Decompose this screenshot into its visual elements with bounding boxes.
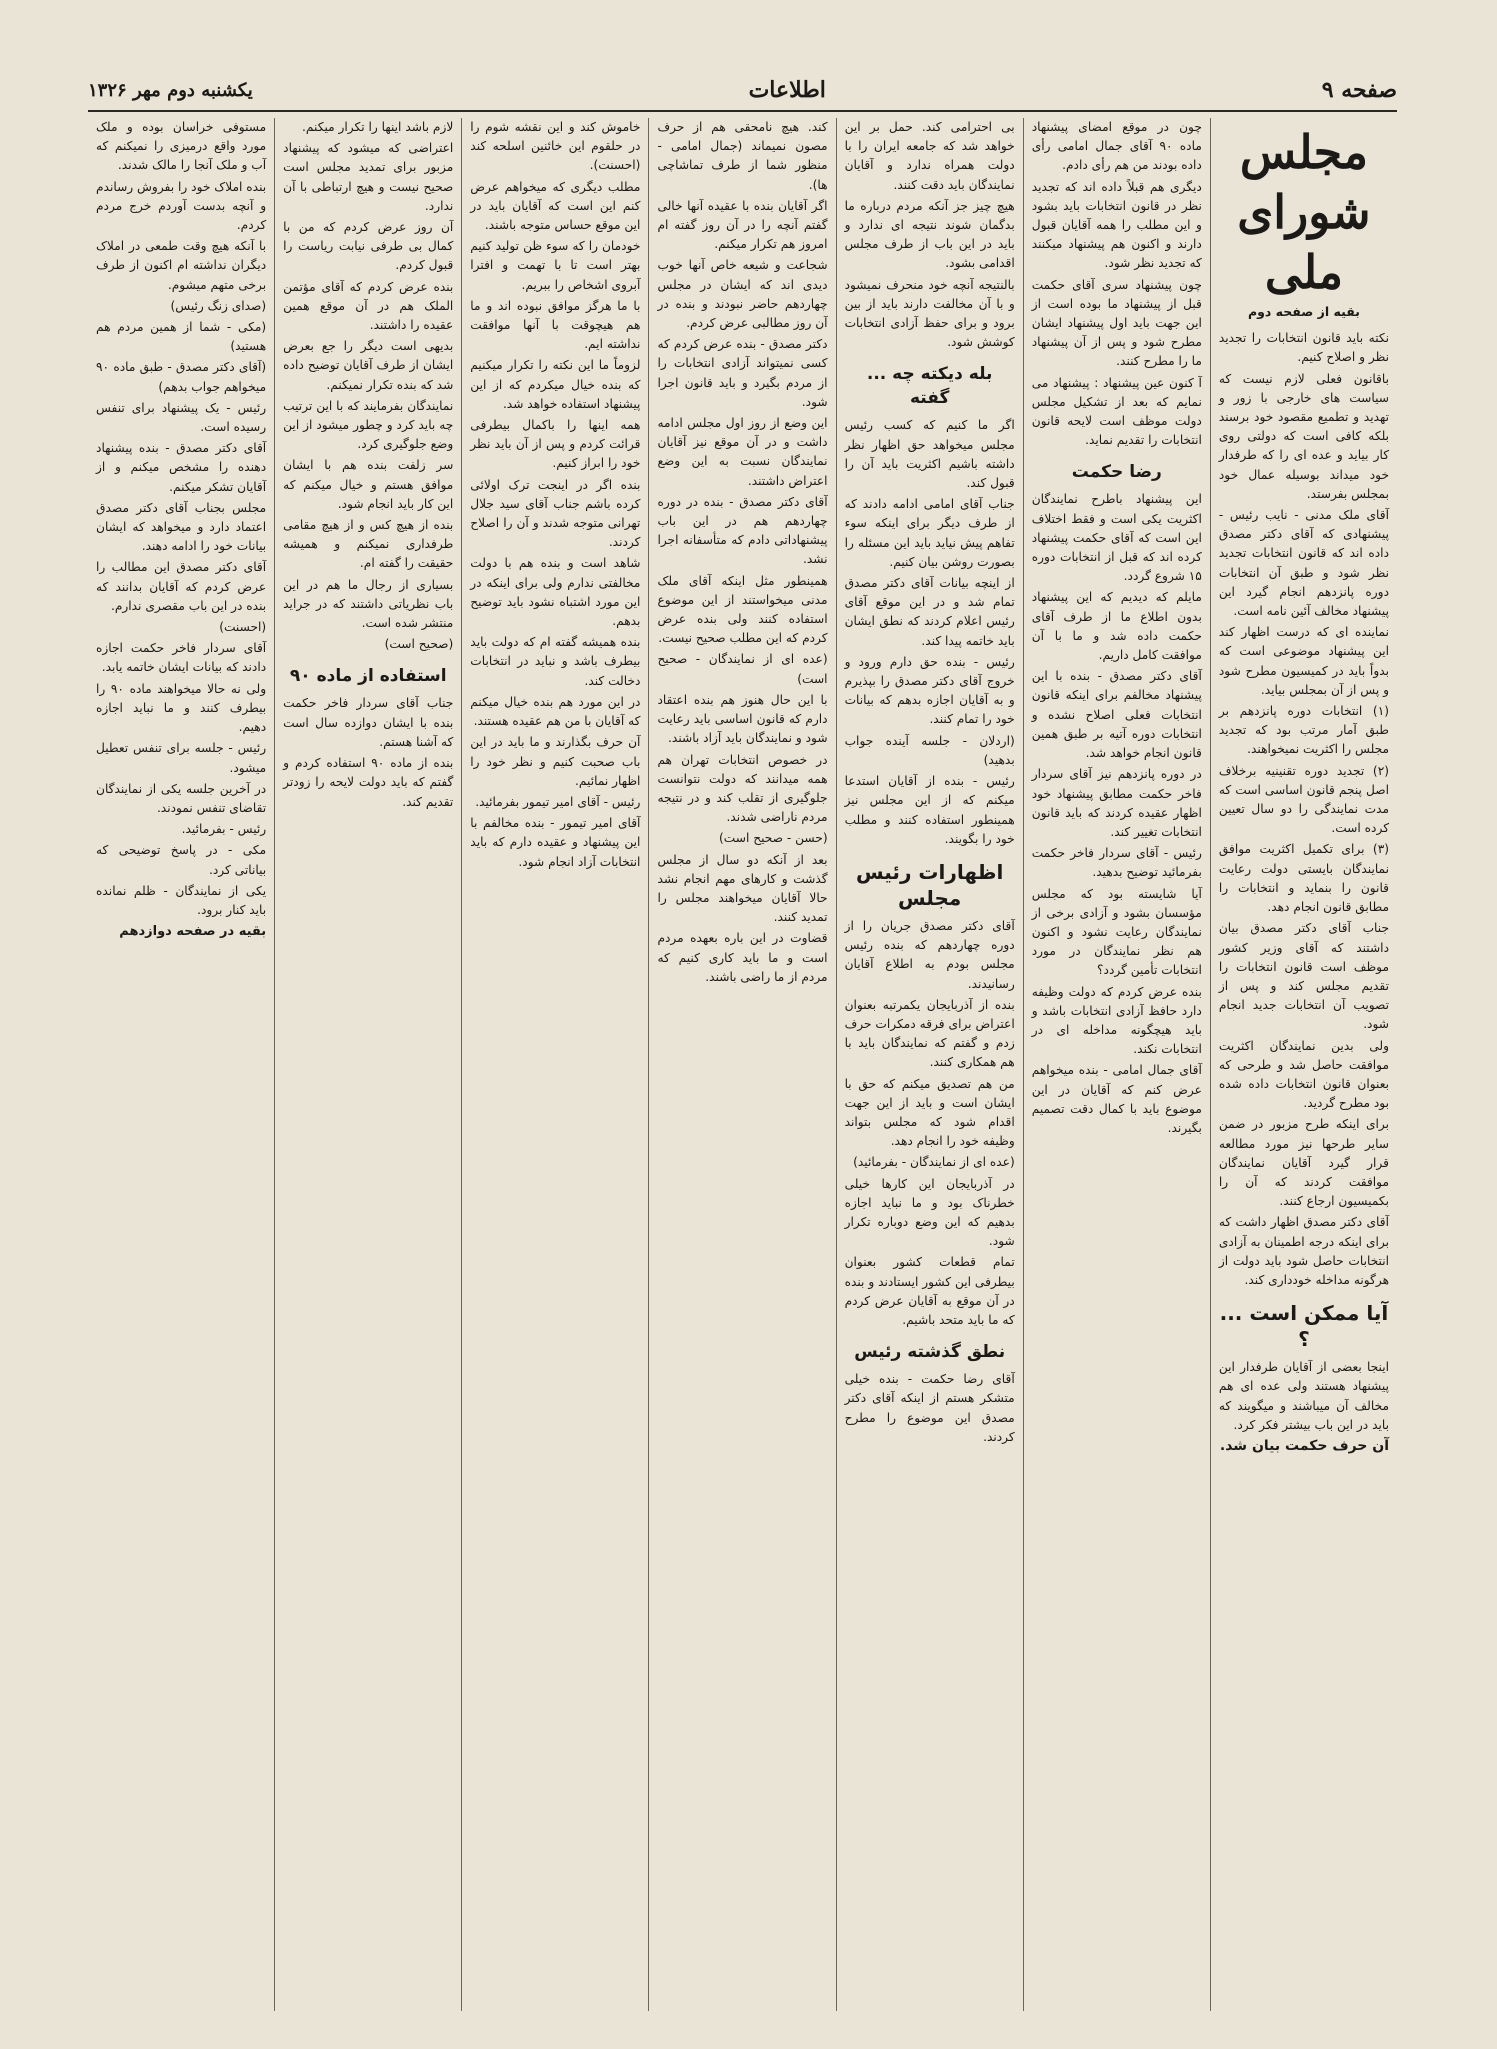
section-heading: بله دیکته چه ... گفته bbox=[866, 364, 993, 409]
column-2 bbox=[1023, 118, 1210, 2011]
paragraph: نمایندگان بفرمایند که با این ترتیب چه باید کرد و چطور میشود از این وضع جلوگیری کرد. bbox=[283, 398, 454, 452]
article-title-block bbox=[1219, 122, 1389, 321]
paragraph: خاموش کند و این نقشه شوم را در حلقوم این خائنین اسلحه کند (احسنت). bbox=[470, 120, 641, 173]
paragraph: از اینچه بیانات آقای دکتر مصدق تمام شد و در این موقع آقای رئیس اعلام کردند که نطق ایشان باید خاتمه پیدا کند. bbox=[844, 576, 1015, 648]
paragraph: همه اینها را باکمال بیطرفی قرائت کردم و پس از آن باید نظر خود را ابراز کنیم. bbox=[470, 418, 641, 471]
paragraph: آقای سردار فاخر حکمت اجازه دادند که بیانات ایشان خاتمه یابد. bbox=[96, 641, 267, 675]
paragraph: این وضع از روز اول مجلس ادامه داشت و در آن موقع نیز آقایان نمایندگان نسبت به این وضع اعتراض داشتند. bbox=[657, 416, 828, 488]
paragraph: اگر ما کنیم که کسب رئیس مجلس میخواهد حق اظهار نظر داشته باشیم اکثریت باید آن را قبول کند. bbox=[844, 418, 1015, 491]
paragraph: (آقای دکتر مصدق - طبق ماده ۹۰ میخواهم جواب بدهم) bbox=[96, 360, 267, 394]
paragraph-bold: آن حرف حکمت بیان شد. bbox=[1219, 1437, 1389, 1454]
paragraph: آقای رضا حکمت - بنده خیلی متشکر هستم از اینکه آقای دکتر مصدق این موضوع را مطرح کردند. bbox=[844, 1372, 1015, 1444]
paragraph: آ کنون عین پیشنهاد : پیشنهاد می نمایم که بعد از تشکیل مجلس دولت موظف است لایحه قانون انتخابات را تقدیم نماید. bbox=[1031, 375, 1202, 448]
column-5 bbox=[461, 118, 648, 2011]
column-4 bbox=[648, 118, 835, 2011]
paragraph: چون پیشنهاد سری آقای حکمت قبل از پیشنهاد ما بوده است از این جهت باید اول پیشنهاد ایشان مطرح شود و پس از آن پیشنهاد ما را مطرح کنند. bbox=[1031, 277, 1202, 369]
paragraph: (اردلان - جلسه آینده جواب بدهید) bbox=[844, 733, 1015, 767]
paragraph: اعتراضی که میشود که پیشنهاد مزبور برای تمدید مجلس است صحیح نیست و هیچ ارتباطی با آن ندارد. bbox=[283, 141, 454, 213]
paragraph: با این حال هنوز هم بنده اعتقاد دارم که قانون اساسی باید رعایت شود و نمایندگان باید آزاد باشند. bbox=[657, 692, 828, 746]
paragraph: یکی از نمایندگان - ظلم نمانده باید کنار برود. bbox=[96, 883, 267, 917]
paragraph: بنده از هیچ کس و از هیچ مقامی طرفداری نمیکنم و همیشه حقیقت را گفته ام. bbox=[283, 518, 454, 571]
column-3 bbox=[836, 118, 1023, 2011]
paragraph: بنده از ماده ۹۰ استفاده کردم و گفتم که باید دولت لایحه را زودتر تقدیم کند. bbox=[283, 756, 454, 809]
paragraph: لزوماً ما این نکته را تکرار میکنیم که بنده خیال میکردم که از این پیشنهاد استفاده خواهد شد. bbox=[470, 358, 641, 411]
paragraph: آقای دکتر مصدق - بنده با این پیشنهاد مخالفم برای اینکه قانون انتخابات فعلی اصلاح نشده و انتخابات دوره آتیه بر طبق همین قانون انجام خواهد شد. bbox=[1031, 669, 1202, 761]
paragraph: جناب آقای امامی ادامه دادند که از طرف دیگر برای اینکه سوء تفاهم پیش نیاید باید این مسئله را بصورت روشن بیان کنیم. bbox=[844, 497, 1015, 569]
paragraph: جناب آقای سردار فاخر حکمت بنده با ایشان دوازده سال است که آشنا هستم. bbox=[283, 696, 454, 749]
paragraph: سر زلفت بنده هم با ایشان موافق هستم و خیال میکنم که این کار باید انجام شود. bbox=[283, 458, 454, 511]
paragraph: تمام قطعات کشور بعنوان بیطرفی این کشور ایستادند و بنده در آن موقع به آقایان عرض کردم که ما باید متحد باشیم. bbox=[844, 1255, 1015, 1327]
paragraph: این پیشنهاد باطرح نمایندگان اکثریت یکی است و فقط اختلاف این است که آقای حکمت پیشنهاد کرده اند که قبل از انتخابات دوره ۱۵ شروع گردد. bbox=[1031, 492, 1202, 584]
paragraph: بالنتیجه آنچه خود منحرف نمیشود و با آن مخالفت دارند باید از بین برود و برای حفظ آزادی انتخابات کوشش شود. bbox=[844, 277, 1015, 350]
paragraph: آیا شایسته بود که مجلس مؤسسان بشود و آزادی برخی از نمایندگان رعایت نشود و اکنون هم نظر نمایندگان در مورد انتخابات تأمین گردد؟ bbox=[1031, 886, 1202, 978]
column-1 bbox=[1210, 118, 1397, 2011]
paragraph: کند. هیچ نامحقی هم از حرف مصون نمیماند (جمال امامی - منظور شما از طرف تماشاچی ها). bbox=[657, 120, 828, 192]
paragraph: رئیس - بنده حق دارم ورود و خروج آقای دکتر مصدق را بپذیرم و به آقایان اجازه بدهم که بیانات خود را تمام کنند. bbox=[844, 654, 1015, 727]
paragraph: اگر آقایان بنده با عقیده آنها خالی گفتم آنچه را در آن روز گفته ام امروز هم تکرار میکنم. bbox=[657, 198, 828, 252]
paragraph: قضاوت در این باره بعهده مردم است و ما باید کاری کنیم که مردم از ما راضی باشند. bbox=[657, 931, 828, 984]
paragraph: با ما هرگز موافق نبوده اند و ما هم هیچوقت با آنها موافقت نداشته ایم. bbox=[470, 298, 641, 352]
paragraph: (صحیح است) bbox=[384, 637, 454, 652]
paragraph: بنده اگر در اینجت ترک اولائی کرده باشم جناب آقای سید جلال تهرانی متوجه شدند و آن را اصلاح کردند. bbox=[470, 477, 641, 550]
paragraph: با آنکه هیچ وقت طمعی در املاک دیگران نداشته ام اکنون از طرف برخی متهم میشوم. bbox=[96, 239, 267, 292]
newspaper-name: اطلاعات bbox=[748, 77, 826, 103]
paragraph: ولی نه حالا میخواهند ماده ۹۰ را بیطرف کنند و ما نباید اجازه دهیم. bbox=[96, 681, 267, 735]
paragraph: برای اینکه طرح مزبور در ضمن سایر طرحها نیز مورد مطالعه قرار گیرد آقایان نمایندگان موافقت کردند که آن را بکمیسیون ارجاع کنند. bbox=[1218, 1117, 1389, 1209]
paragraph: جناب آقای دکتر مصدق بیان داشتند که آقای وزیر کشور موظف است قانون انتخابات را تقدیم مجلس کند و پس از تصویب آن انتخابات جدید انجام شود. bbox=[1218, 921, 1389, 1032]
paragraph: (حسن - صحیح است) bbox=[719, 831, 828, 846]
article-title: مجلس شورای ملی bbox=[1237, 125, 1371, 299]
paragraph: دکتر مصدق - بنده عرض کردم که کسی نمیتواند آزادی انتخابات را از مردم بگیرد و باید قانون اجرا شود. bbox=[657, 337, 828, 409]
paragraph: آقای دکتر مصدق - بنده در دوره چهاردهم هم در این باب پیشنهاداتی دادم که متأسفانه اجرا نشد. bbox=[657, 494, 828, 567]
paragraph: آقای دکتر مصدق - بنده پیشنهاد دهنده را مشخص میکنم و از آقایان تشکر میکنم. bbox=[96, 441, 267, 494]
page-number: صفحه ۹ bbox=[1321, 77, 1397, 103]
paragraph: مایلم که دیدیم که این پیشنهاد بدون اطلاع ما از طرف آقای حکمت داده شد و ما با آن موافقت کامل داریم. bbox=[1031, 590, 1202, 663]
paragraph: بدیهی است دیگر را جع بعرض ایشان از طرف آقایان توضیح داده شد که بنده تکرار نمیکنم. bbox=[283, 339, 454, 392]
paragraph: رئیس - یک پیشنهاد برای تنفس رسیده است. bbox=[96, 400, 267, 435]
issue-date: یکشنبه دوم مهر ۱۳۲۶ bbox=[88, 79, 253, 101]
paragraph: نکته باید قانون انتخابات را تجدید نظر و اصلاح کنیم. bbox=[1218, 331, 1389, 365]
paragraph: آقای دکتر مصدق جریان را از دوره چهاردهم که بنده رئیس مجلس بودم به اطلاع آقایان رسانیدند. bbox=[844, 918, 1015, 991]
paragraph: آقای جمال امامی - بنده میخواهم عرض کنم که آقایان در این موضوع باید با کمال دقت تصمیم بگیرند. bbox=[1031, 1063, 1202, 1135]
paragraph: آقای دکتر مصدق اظهار داشت که برای اینکه درجه اطمینان به آزادی انتخابات حاصل شود باید دولت از هرگونه مداخله خودداری کند. bbox=[1218, 1215, 1389, 1287]
paragraph: بنده عرض کردم که دولت وظیفه دارد حافظ آزادی انتخابات باشد و باید هیچگونه مداخله ای در انتخابات نکند. bbox=[1031, 984, 1202, 1057]
paragraph: رئیس - بنده از آقایان استدعا میکنم که از این مجلس نیز همینطور استفاده کنند و مطلب خود را بگویند. bbox=[844, 774, 1015, 846]
paragraph: بنده عرض کردم که آقای مؤتمن الملک هم در آن موقع همین عقیده را داشتند. bbox=[283, 279, 454, 333]
paragraph: (صدای زنگ رئیس) bbox=[170, 298, 267, 313]
paragraph: رئیس - آقای سردار فاخر حکمت بفرمائید توضیح بدهید. bbox=[1031, 846, 1202, 880]
paragraph: بنده املاک خود را بفروش رساندم و آنچه بدست آوردم خرج مردم کردم. bbox=[96, 179, 267, 233]
paragraph: آن حرف بگذارند و ما باید در این باب صحبت کنیم و نظر خود را اظهار نمائیم. bbox=[470, 735, 641, 788]
paragraph: باقانون فعلی لازم نیست که سیاست های خارجی با زور و تهدید و تطمیع مقصود خود برسند بلکه کافی است که دولتی روی کار بیاید و عده ای را که طرفدار خود میداند بوسیله عمال خود بمجلس بفرستد. bbox=[1218, 371, 1389, 501]
paragraph: بنده همیشه گفته ام که دولت باید بیطرف باشد و نباید در انتخابات دخالت کند. bbox=[470, 635, 641, 688]
paragraph: (عده ای از نمایندگان - صحیح است) bbox=[657, 652, 828, 686]
paragraph: در آخرین جلسه یکی از نمایندگان تقاضای تنفس نمودند. bbox=[96, 781, 267, 815]
column-7 bbox=[88, 118, 274, 2011]
continued-note: بقیه در صفحه دوازدهم bbox=[119, 924, 267, 940]
paragraph: رئیس - آقای امیر تیمور بفرمائید. bbox=[475, 794, 641, 809]
paragraph: بعد از آنکه دو سال از مجلس گذشت و کارهای مهم انجام نشد حالا آقایان میخواهند مجلس را تمدید کنند. bbox=[657, 852, 828, 925]
paragraph: مکی - در پاسخ توضیحی که بیاناتی کرد. bbox=[96, 843, 267, 877]
paragraph: آن روز عرض کردم که من با کمال بی طرفی نیابت ریاست را قبول کردم. bbox=[283, 220, 454, 273]
paragraph: دیگری هم قبلاً داده اند که تجدید نظر در قانون انتخابات باید بشود و این مطلب را همه آقایان قبول دارند و اکنون هم پیشنهاد میکنند که تجدید نظر شود. bbox=[1031, 179, 1202, 271]
paragraph: بی احترامی کند. حمل بر این خواهد شد که جامعه ایران را با دولت همراه ندارد و آقایان نمایندگان باید دقت کنند. bbox=[844, 120, 1015, 192]
paragraph: (عده ای از نمایندگان - بفرمائید) bbox=[853, 1155, 1015, 1170]
paragraph: آقای ملک مدنی - نایب رئیس - پیشنهادی که آقای دکتر مصدق داده اند که قانون انتخابات تجدید نظر شود و طبق آن انتخابات دوره پانزدهم انجام گیرد این پیشنهاد مخالف آئین نامه است. bbox=[1218, 508, 1389, 619]
paragraph: در خصوص انتخابات تهران هم همه میدانند که دولت نتوانست جلوگیری از تقلب کند و در نتیجه مردم ناراضی شدند. bbox=[657, 752, 828, 825]
paragraph: شاهد است و بنده هم با دولت مخالفتی ندارم ولی برای اینکه در این مورد اشتباه نشود باید توضیح بدهم. bbox=[470, 556, 641, 629]
paragraph: هیچ چیز جز آنکه مردم درباره ما بدگمان شوند نتیجه ای ندارد و باید در این باب از طرف مجلس اقدامی بشود. bbox=[844, 198, 1015, 271]
paragraph: (مکی - شما از همین مردم هم هستید) bbox=[96, 320, 267, 354]
paragraph: در این مورد هم بنده خیال میکنم که آقایان با من هم عقیده هستند. bbox=[470, 694, 641, 729]
paragraph: لازم باشد اینها را تکرار میکنم. bbox=[302, 120, 454, 134]
section-heading: استفاده از ماده ۹۰ bbox=[289, 666, 447, 687]
section-heading: اظهارات رئیس مجلس bbox=[856, 859, 1004, 910]
article-subtitle: بقیه از صفحه دوم bbox=[1247, 304, 1360, 319]
paragraph: خودمان را که سوء ظن تولید کنیم بهتر است تا با تهمت و افترا آبروی اشخاص را ببریم. bbox=[470, 239, 641, 292]
paragraph: شجاعت و شیعه خاص آنها خوب دیدی اند که ایشان در مجلس چهاردهم حاضر نبودند و بنده در آن روز مطالبی عرض کردم. bbox=[657, 258, 828, 331]
signature-name: رضا حکمت bbox=[1071, 462, 1162, 483]
paragraph: آقای دکتر مصدق این مطالب را عرض کردم که آقایان بدانند که بنده در این باب مقصری ندارم. bbox=[96, 560, 267, 613]
paragraph: (احسنت) bbox=[219, 620, 267, 635]
paragraph: اینجا بعضی از آقایان طرفدار این پیشنهاد هستند ولی عده ای هم مخالف آن میباشند و میگویند که باید در این باب بیشتر فکر کرد. bbox=[1218, 1360, 1389, 1432]
paragraph: رئیس - جلسه برای تنفس تعطیل میشود. bbox=[96, 741, 267, 775]
column-6 bbox=[274, 118, 461, 2011]
paragraph: من هم تصدیق میکنم که حق با ایشان است و باید از این جهت اقدام شود که مجلس بتواند وظیفه خود را انجام دهد. bbox=[844, 1076, 1015, 1149]
paragraph: ولی بدین نمایندگان اکثریت موافقت حاصل شد و طرحی که بعنوان قانون انتخابات داده شده بود مطرح گردید. bbox=[1218, 1038, 1389, 1111]
paragraph: مجلس بجناب آقای دکتر مصدق اعتماد دارد و میخواهد که ایشان بیانات خود را ادامه دهند. bbox=[96, 500, 267, 554]
paragraph: مطلب دیگری که میخواهم عرض کنم این است که آقایان باید در این موقع حساس متوجه باشند. bbox=[470, 179, 641, 233]
paragraph: همینطور مثل اینکه آقای ملک مدنی میخواستند از این موضوع استفاده کنند ولی بنده عرض کردم که این مطلب صحیح نیست. bbox=[657, 573, 828, 646]
paragraph: مستوفی خراسان بوده و ملک مورد واقع درمیزی را نمیکنم که آب و ملک آنجا را مالک شدند. bbox=[96, 120, 267, 173]
page-header bbox=[88, 70, 1397, 112]
paragraph: (۱) انتخابات دوره پانزدهم بر طبق آمار مرتب بود که تجدید مجلس را اکثریت نمیخواهند. bbox=[1218, 704, 1389, 757]
section-heading: نطق گذشته رئیس bbox=[854, 1342, 1006, 1363]
paragraph: چون در موقع امضای پیشنهاد ماده ۹۰ آقای جمال امامی رأی داده بودند من هم رأی دادم. bbox=[1031, 120, 1202, 173]
paragraph: در آذربایجان این کارها خیلی خطرناک بود و ما نباید اجازه بدهیم که این وضع دوباره تکرار شود. bbox=[844, 1176, 1015, 1249]
paragraph: در دوره پانزدهم نیز آقای سردار فاخر حکمت مطابق پیشنهاد خود اظهار عقیده کردند که باید قانون انتخابات تغییر کند. bbox=[1031, 767, 1202, 839]
paragraph: بنده از آذربایجان یکمرتبه بعنوان اعتراض برای فرقه دمکرات حرف زدم و گفتم که نمایندگان باید با هم همکاری کنند. bbox=[844, 997, 1015, 1070]
paragraph: نماینده ای که درست اظهار کند این پیشنهاد موضوعی است که بدواً باید در کمیسیون مطرح شود و پس از آن بمجلس بیاید. bbox=[1218, 625, 1389, 697]
paragraph: بسیاری از رجال ما هم در این باب نظریاتی داشتند که در جراید منتشر شده است. bbox=[283, 577, 454, 631]
article-columns bbox=[88, 118, 1397, 2011]
paragraph: (۳) برای تکمیل اکثریت موافق نمایندگان بایستی دولت رعایت قانون را بنماید و انتخابات را مطابق قانون انجام دهد. bbox=[1218, 842, 1389, 915]
paragraph: آقای امیر تیمور - بنده مخالفم با این پیشنهاد و عقیده دارم که باید انتخابات آزاد انجام شود. bbox=[470, 816, 641, 869]
section-heading: آیا ممکن است ... ؟ bbox=[1219, 1301, 1389, 1352]
paragraph: رئیس - بفرمائید. bbox=[181, 822, 267, 837]
paragraph: (۲) تجدید دوره تقنینیه برخلاف اصل پنجم قانون اساسی است که مدت نمایندگی را دو سال تعیین کرده است. bbox=[1218, 763, 1389, 836]
